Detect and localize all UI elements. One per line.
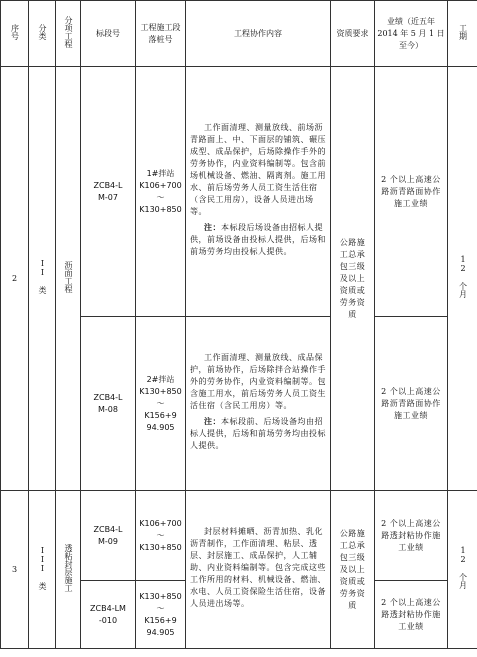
perf-cell: 2 个以上高速公路透封粘协作施工业绩 [375,491,448,581]
header-sub: 分项工程 [56,1,81,67]
stake-cell: K106+700 ～ K130+850 [136,491,186,581]
lot-cell: ZCB4-LM-09 [81,491,136,581]
header-perf: 业绩（近五年 2014 年 5 月 1 日至今） [375,1,448,67]
table-row [1,67,477,317]
table-row [1,491,477,581]
content-cell: 封层材料摊晒、沥青加热、乳化沥青制作，工作面清理、粘层、透层、封层施工、成品保护，人工辅助、内业资料编制等。包含完成这些工作所用的材料、机械设备、燃油、水电、人员工资保险生活住宿，设备人员进出场等。 [186,491,331,649]
header-period: 工期 [448,1,477,67]
stake-cell: 1#拌站 K106+700 ～ K130+850 [136,67,186,317]
stake-cell: K130+850 ～ K156+994.905 [136,581,186,649]
perf-cell: 2 个以上高速公路沥青路面协作施工业绩 [375,67,448,317]
note-label: 注： [204,416,221,426]
content-cell: 工作面清理、测量放线、成品保护，前场协作，后场除拌合站操作手外的劳务协作，内业资料编制等。包含施工用水，前后场劳务人员工资生活住宿（含民工用房）等。 注：本标段前、后场设备均由招标人提供，后场和前场劳务均由投标人提供。 [186,317,331,491]
header-content: 工程协作内容 [186,1,331,67]
lot-cell: ZCB4-LM-08 [81,317,136,491]
class-cell: III 类 [29,491,56,649]
sub-cell: 沥面工程 [56,67,81,491]
seq-cell: 2 [1,67,29,491]
header-seq: 序号 [1,1,29,67]
header-stake: 工程施工段落桩号 [136,1,186,67]
class-cell: II 类 [29,67,56,491]
lot-cell: ZCB4-LM-010 [81,581,136,649]
content-cell: 工作面清理、测量放线、前场沥青路面上、中、下面层的铺筑、碾压成型、成品保护，后场除操作手外的劳务协作，内业资料编制等。包含前场机械设备、燃油、隔离剂。施工用水、前后场劳务人员工资生活住宿（含民工用房），设备人员进出场等。 注：本标段后场设备由招标人提供，前场设备由投标人提供，后场和前场劳务均由投标人提供。 [186,67,331,317]
sub-cell: 透粘封层施工 [56,491,81,649]
lot-cell: ZCB4-LM-07 [81,67,136,317]
header-class: 分类 [29,1,56,67]
perf-cell: 2 个以上高速公路沥青路面协作施工业绩 [375,317,448,491]
header-row [1,1,477,67]
header-qual: 资质要求 [331,1,375,67]
qual-cell: 公路施工总承包三级及以上资质或劳务资质 [331,67,375,491]
qual-cell: 公路施工总承包三级及以上资质或劳务资质 [331,491,375,649]
seq-cell: 3 [1,491,29,649]
header-lot: 标段号 [81,1,136,67]
stake-cell: 2#拌站 K130+850 ～ K156+994.905 [136,317,186,491]
period-cell: 12 个月 [448,491,477,649]
note-label: 注： [204,222,221,232]
perf-cell: 2 个以上高速公路透封粘协作施工业绩 [375,581,448,649]
period-cell: 12 个月 [448,67,477,491]
